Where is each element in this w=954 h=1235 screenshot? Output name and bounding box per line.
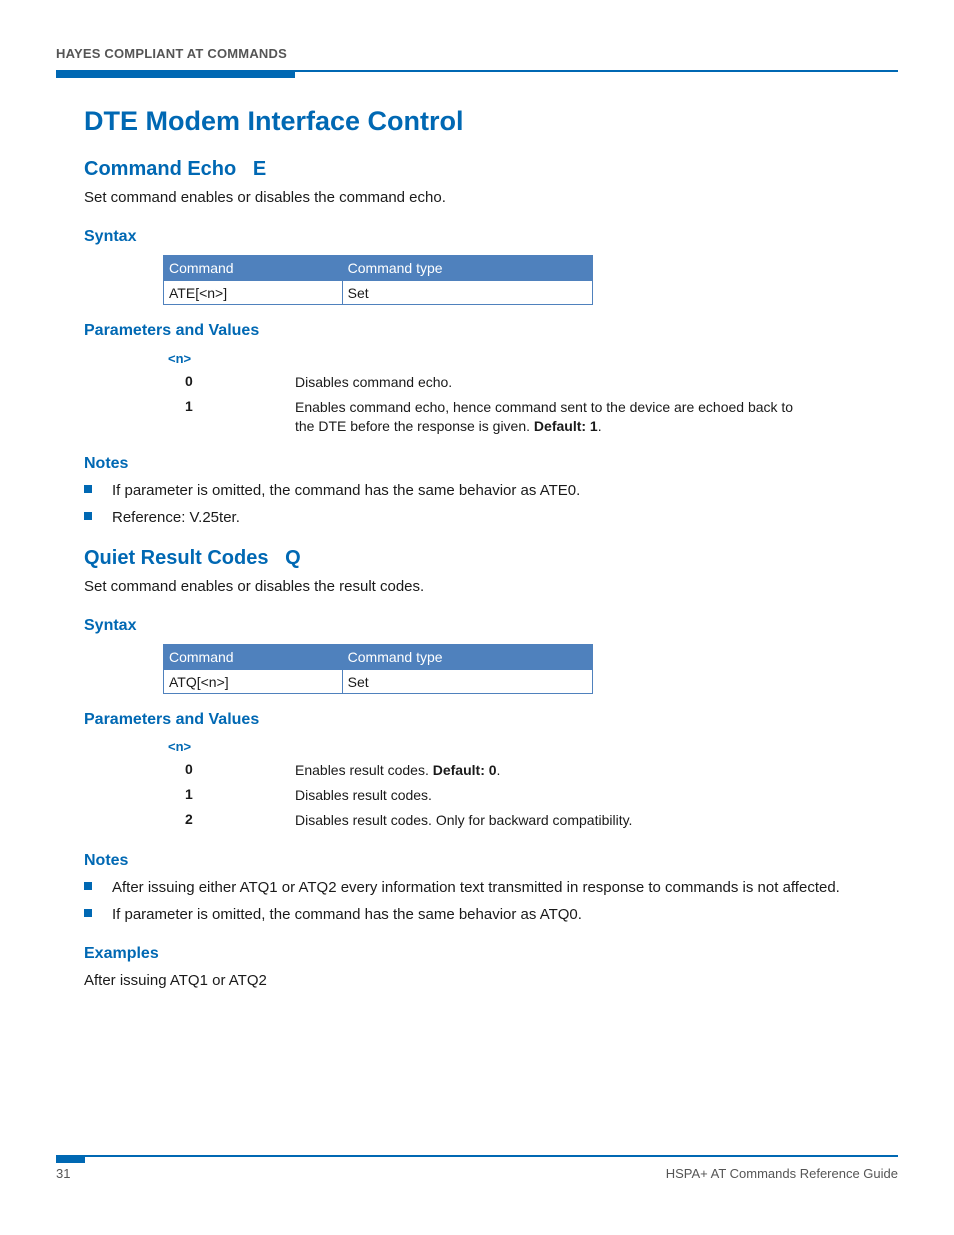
table-cell-command-type: Set xyxy=(342,281,592,305)
parameter-description: Disables result codes. xyxy=(295,787,432,803)
syntax-table xyxy=(163,255,593,305)
parameter-value: 0 xyxy=(185,761,193,777)
parameter-name: <n> xyxy=(168,351,192,366)
parameter-value: 1 xyxy=(185,398,193,414)
table-header-command-type: Command type xyxy=(342,645,592,670)
parameter-value: 2 xyxy=(185,811,193,827)
parameters-heading: Parameters and Values xyxy=(84,711,260,728)
header-rule-block xyxy=(56,70,295,78)
footer-doc-title: HSPA+ AT Commands Reference Guide xyxy=(665,1166,898,1181)
table-cell-command: ATQ[<n>] xyxy=(164,670,343,694)
bullet-square-icon xyxy=(84,485,92,493)
table-row xyxy=(164,281,593,305)
table-cell-command: ATE[<n>] xyxy=(164,281,343,305)
table-row xyxy=(164,670,593,694)
syntax-heading: Syntax xyxy=(84,228,137,245)
parameter-value: 0 xyxy=(185,373,193,389)
examples-text: After issuing ATQ1 or ATQ2 xyxy=(84,972,267,989)
syntax-heading: Syntax xyxy=(84,617,137,634)
running-header: HAYES COMPLIANT AT COMMANDS xyxy=(56,46,287,61)
table-cell-command-type: Set xyxy=(342,670,592,694)
section-title-command-echo: Command Echo E xyxy=(84,158,267,180)
section-description: Set command enables or disables the result codes. xyxy=(84,578,425,595)
parameters-heading: Parameters and Values xyxy=(84,322,260,339)
examples-heading: Examples xyxy=(84,945,159,962)
table-header-command-type: Command type xyxy=(342,256,592,281)
parameter-description: Enables result codes. Default: 0. xyxy=(295,762,501,778)
footer-rule xyxy=(56,1155,898,1157)
page-number: 31 xyxy=(56,1166,71,1181)
table-header-command: Command xyxy=(164,256,343,281)
notes-heading: Notes xyxy=(84,455,129,472)
parameter-value: 1 xyxy=(185,786,193,802)
default-value: Default: 1 xyxy=(533,418,598,434)
parameter-description: Enables command echo, hence command sent to the device are echoed back to the DTE before the response is given. Default: 1. xyxy=(295,399,794,434)
parameter-name: <n> xyxy=(168,739,192,754)
bullet-square-icon xyxy=(84,512,92,520)
page-title: DTE Modem Interface Control xyxy=(84,106,464,136)
default-value: Default: 0 xyxy=(432,762,497,778)
section-description: Set command enables or disables the command echo. xyxy=(84,189,446,206)
syntax-table xyxy=(163,644,593,694)
notes-heading: Notes xyxy=(84,852,129,869)
table-header-command: Command xyxy=(164,645,343,670)
parameter-description: Disables result codes. Only for backward compatibility. xyxy=(295,812,633,828)
bullet-square-icon xyxy=(84,909,92,917)
parameter-description: Disables command echo. xyxy=(295,374,453,390)
bullet-square-icon xyxy=(84,882,92,890)
footer-rule-block xyxy=(56,1155,85,1163)
section-title-quiet-result-codes: Quiet Result Codes Q xyxy=(84,547,301,569)
